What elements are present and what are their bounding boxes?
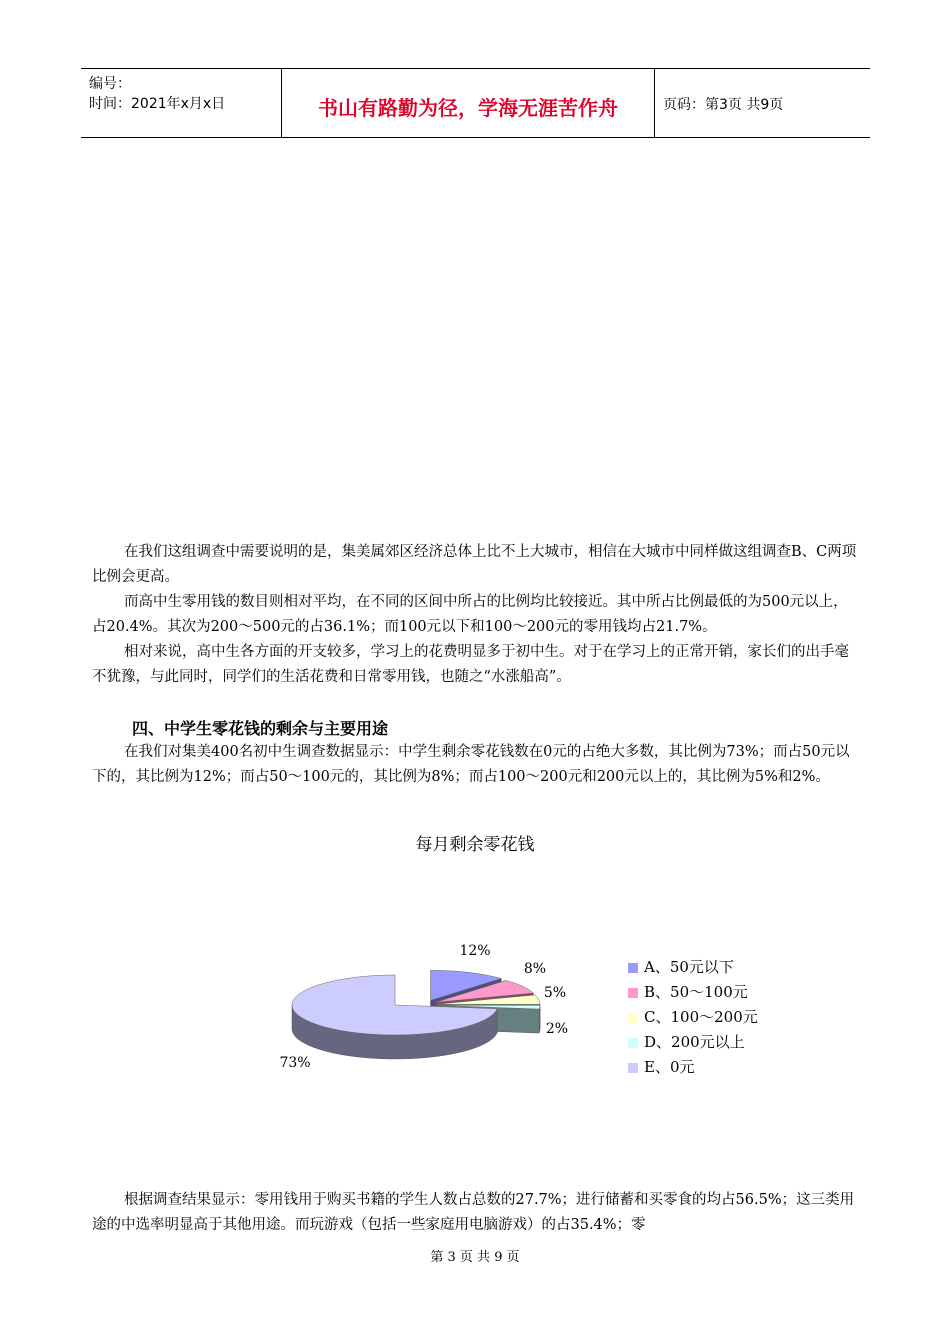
header-page: 页码：第3页 共9页 [663, 97, 784, 113]
paragraph: 相对来说，高中生各方面的开支较多，学习上的花费明显多于初中生。对于在学习上的正常开销，家长们的出手毫不犹豫，与此同时，同学们的生活花费和日常零用钱，也随之“水涨船高”。 [92, 644, 849, 685]
body-text-b [92, 740, 862, 790]
legend-label: B、50～100元 [644, 983, 748, 1001]
legend-item [628, 1055, 758, 1080]
pie-data-label: 12% [459, 943, 491, 959]
legend-item [628, 1030, 758, 1055]
header-date: 时间：2021年x月x日 [89, 96, 226, 112]
chart-legend [628, 955, 758, 1080]
page-header [81, 68, 870, 138]
legend-label: D、200元以上 [644, 1033, 745, 1051]
header-number: 编号： [89, 76, 131, 92]
header-motto: 书山有路勤为径，学海无涯苦作舟 [318, 96, 618, 120]
legend-swatch [628, 1063, 638, 1073]
paragraph: 在我们对集美400名初中生调查数据显示：中学生剩余零花钱数在0元的占绝大多数，其比例为73%；而占50元以下的，其比例为12%；而占50～100元的，其比例为8%；而占100～200元和200元以上的，其比例为5%和2%。 [92, 744, 850, 785]
page-footer: 第 3 页 共 9 页 [430, 1250, 520, 1265]
legend-item [628, 1005, 758, 1030]
paragraph: 根据调查结果显示：零用钱用于购买书籍的学生人数占总数的27.7%；进行储蓄和买零食的均占56.5%；这三类用途的中选率明显高于其他用途。而玩游戏（包括一些家庭用电脑游戏）的占35.4%；零 [92, 1192, 855, 1233]
legend-swatch [628, 963, 638, 973]
body-text-a [92, 540, 862, 690]
chart-title: 每月剩余零花钱 [415, 835, 535, 855]
pie-data-label: 73% [279, 1055, 311, 1071]
pie-data-label: 8% [523, 961, 547, 977]
header-motto-cell [281, 69, 655, 137]
paragraph: 而高中生零用钱的数目则相对平均，在不同的区间中所占的比例均比较接近。其中所占比例最低的为500元以上，占20.4%。其次为200～500元的占36.1%；而100元以下和100～200元的零用钱均占21.7%。 [92, 594, 848, 635]
legend-label: E、0元 [644, 1058, 695, 1076]
legend-item [628, 955, 758, 980]
pie-chart [270, 925, 570, 1095]
pie-data-label: 2% [545, 1021, 569, 1037]
legend-swatch [628, 1038, 638, 1048]
paragraph: 在我们这组调查中需要说明的是，集美属郊区经济总体上比不上大城市，相信在大城市中同样做这组调查B、C两项比例会更高。 [92, 544, 857, 585]
legend-swatch [628, 1013, 638, 1023]
legend-swatch [628, 988, 638, 998]
pie-data-label: 5% [543, 985, 567, 1001]
legend-item [628, 980, 758, 1005]
header-meta [81, 69, 281, 137]
section-heading: 四、中学生零花钱的剩余与主要用途 [132, 719, 389, 738]
legend-label: C、100～200元 [644, 1008, 758, 1026]
legend-label: A、50元以下 [644, 958, 734, 976]
body-text-c [92, 1188, 862, 1238]
